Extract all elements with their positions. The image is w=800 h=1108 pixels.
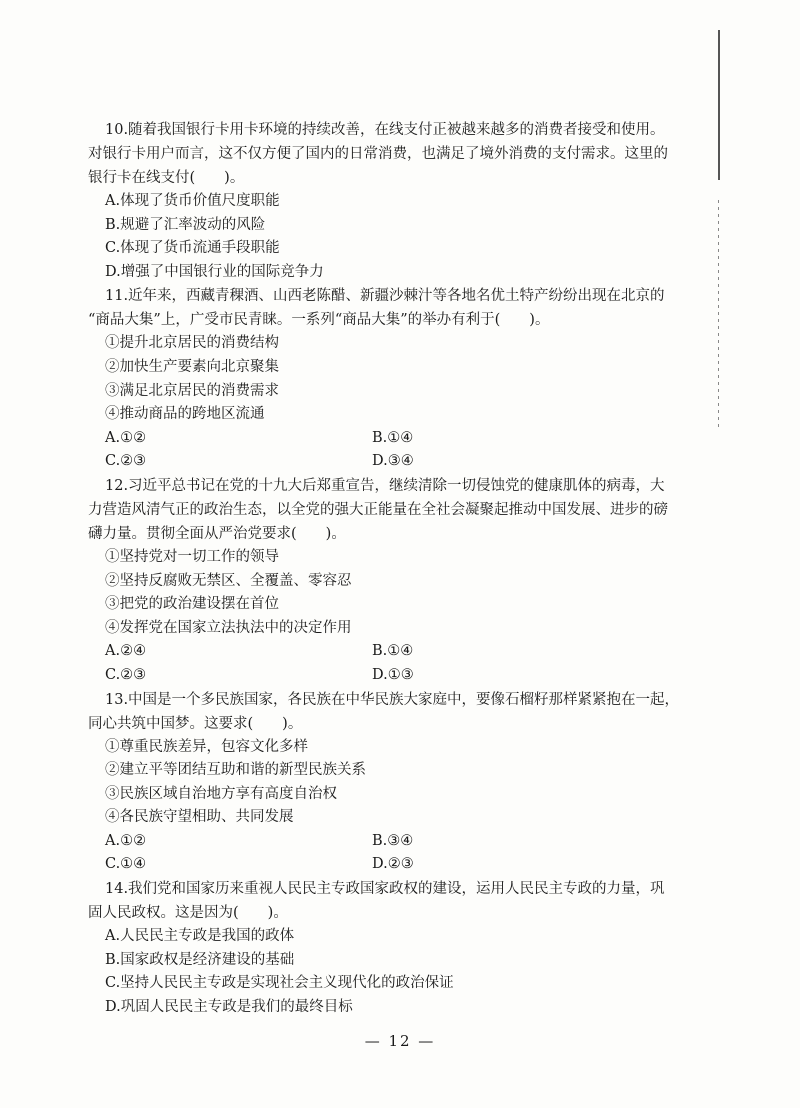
statement-item: ③把党的政治建设摆在首位 [105,596,279,613]
choice-d: D.②③ [372,856,414,873]
question-stem-line: 12.习近平总书记在党的十九大后郑重宣告，继续清除一切侵蚀党的健康肌体的病毒，大 [105,477,665,494]
statement-item: ④推动商品的跨地区流通 [105,406,265,423]
option-d: D.巩固人民民主专政是我们的最终目标 [105,998,353,1015]
choice-a: A.①② [105,429,147,446]
choice-row [88,450,698,474]
question-stem-line: “商品大集”上，广受市民青睐。一系列“商品大集”的举办有利于( )。 [88,312,550,329]
page-number: — 12 — [364,1032,436,1050]
statement-item: ③民族区域自治地方享有高度自治权 [105,785,337,802]
scan-edge-line [718,30,720,180]
choice-b: B.③④ [372,832,414,849]
scan-edge-dashes [718,200,719,430]
question-stem-line: 13.中国是一个多民族国家，各民族在中华民族大家庭中，要像石榴籽那样紧紧抱在一起， [105,691,680,708]
statement-item: ③满足北京居民的消费需求 [105,382,279,399]
question-stem-line: 对银行卡用户而言，这不仅方便了国内的日常消费，也满足了境外消费的支付需求。这里的 [88,146,668,162]
choice-row [88,427,698,451]
choice-a: A.②④ [105,643,147,660]
statement-item: ②加快生产要素向北京聚集 [105,358,279,375]
question-stem-line: 11.近年来，西藏青稞酒、山西老陈醋、新疆沙棘汁等各地名优土特产纷纷出现在北京的 [105,288,665,305]
choice-row [88,830,698,854]
statement-item: ①坚持党对一切工作的领导 [105,548,279,565]
choice-row [88,664,698,688]
choice-b: B.①④ [372,429,414,446]
question-14 [88,877,698,1019]
question-stem-line: 10.随着我国银行卡用卡环境的持续改善，在线支付正被越来越多的消费者接受和使用。 [105,122,665,138]
choice-c: C.②③ [105,453,147,470]
choice-c: C.①④ [105,856,147,873]
question-stem-line: 14.我们党和国家历来重视人民民主专政国家政权的建设，运用人民民主专政的力量，巩 [105,881,665,898]
choice-d: D.③④ [372,453,414,470]
question-stem-line: 同心共筑中国梦。这要求( )。 [88,715,303,732]
question-stem-line: 礴力量。贯彻全面从严治党要求( )。 [88,525,346,542]
question-13 [88,688,698,878]
question-12 [88,474,698,688]
question-stem-line: 固人民政权。这是因为( )。 [88,905,288,922]
statement-item: ②坚持反腐败无禁区、全覆盖、零容忍 [105,572,352,589]
choice-c: C.②③ [105,666,147,683]
option-d: D.增强了中国银行业的国际竞争力 [105,263,324,280]
question-stem-line: 银行卡在线支付( )。 [88,170,245,186]
choice-row [88,853,698,877]
question-11 [88,284,698,474]
option-b: B.规避了汇率波动的风险 [105,216,266,233]
choice-d: D.①③ [372,666,414,683]
question-10 [88,118,698,284]
option-c: C.体现了货币流通手段职能 [105,240,280,257]
choice-b: B.①④ [372,643,414,660]
option-c: C.坚持人民民主专政是实现社会主义现代化的政治保证 [105,975,454,992]
question-list [88,118,698,1019]
choice-row [88,640,698,664]
question-stem-line: 力营造风清气正的政治生态，以全党的强大正能量在全社会凝聚起推动中国发展、进步的磅 [88,501,668,518]
option-a: A.体现了货币价值尺度职能 [105,193,280,209]
statement-item: ④发挥党在国家立法执法中的决定作用 [105,619,352,636]
statement-item: ④各民族守望相助、共同发展 [105,809,294,826]
statement-item: ①尊重民族差异，包容文化多样 [105,738,308,755]
option-b: B.国家政权是经济建设的基础 [105,951,295,968]
choice-a: A.①② [105,832,147,849]
statement-item: ①提升北京居民的消费结构 [105,335,279,352]
statement-item: ②建立平等团结互助和谐的新型民族关系 [105,762,366,779]
option-a: A.人民民主专政是我国的政体 [105,928,295,945]
